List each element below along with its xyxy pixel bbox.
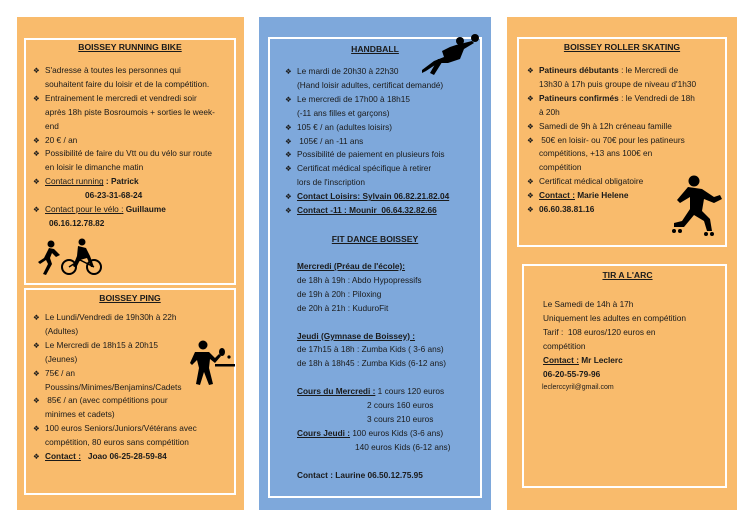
text-line (45, 203, 215, 217)
list-item (33, 92, 215, 134)
bullet-icon: ❖ (285, 122, 292, 132)
bullet-icon: ❖ (527, 205, 534, 215)
list-item (285, 135, 449, 149)
text-segment: Contact Loisirs: Sylvain 06.82.21.82.04 (297, 191, 450, 202)
bullet-icon: ❖ (527, 191, 534, 201)
bullet-icon: ❖ (33, 93, 40, 103)
text-segment: 06-23-31-68-24 (85, 190, 143, 201)
bullet-icon: ❖ (285, 136, 292, 146)
text-segment: : Patrick (103, 176, 139, 187)
running-bike-list (33, 64, 215, 231)
list-item (33, 311, 197, 339)
text-segment: : le Vendredi de 18h (618, 92, 695, 103)
handball-list (285, 65, 449, 218)
text-line: Poussins/Minimes/Benjamins/Cadets (45, 381, 182, 392)
list-item (33, 64, 215, 92)
bullet-icon: ❖ (285, 192, 292, 202)
text-line: de 18h à 18h45 : Zumba Kids (6-12 ans) (297, 358, 446, 369)
bullet-icon: ❖ (285, 94, 292, 104)
text-line (297, 469, 450, 483)
bullet-icon: ❖ (527, 121, 534, 131)
text-segment: : le Mercredi de (618, 65, 679, 75)
text-line: Certificat médical spécifique à retirer (297, 163, 432, 174)
text-line: compétition (543, 340, 586, 351)
list-item (297, 385, 450, 468)
text-line: Le Lundi/Vendredi de 19h30h à 22h (45, 312, 177, 322)
text-line (539, 64, 696, 78)
text-line: end (45, 120, 59, 131)
text-line (543, 368, 686, 382)
text-line: Le mardi de 20h30 à 22h30 (297, 66, 399, 76)
text-segment: : (121, 204, 124, 215)
list-item (543, 298, 686, 381)
text-line (297, 204, 449, 218)
text-segment: Mr Leclerc (578, 354, 623, 365)
ping-title: BOISSEY PING (99, 293, 161, 303)
text-line: leclerccyril@gmail.com (542, 384, 614, 392)
text-line: Possibilité de faire du Vtt ou du vélo sur route (45, 148, 212, 159)
text-line (539, 92, 696, 106)
bullet-icon: ❖ (285, 206, 292, 216)
list-item (33, 147, 215, 175)
text-line: Le Samedi de 14h à 17h (543, 299, 634, 309)
text-line: Le mercredi de 17h00 à 18h15 (297, 93, 411, 104)
text-line (297, 190, 449, 204)
list-item (527, 134, 696, 176)
text-line: (-11 ans filles et garçons) (297, 107, 390, 118)
bullet-icon: ❖ (33, 177, 40, 187)
bullet-icon: ❖ (527, 177, 534, 187)
bullet-icon: ❖ (33, 396, 40, 406)
text-line: de 20h à 21h : KuduroFit (297, 302, 389, 313)
text-line: 50€ en loisir- ou 70€ pour les patineurs (539, 134, 685, 145)
text-segment: Cours Jeudi : (297, 427, 351, 438)
text-line: de 17h15 à 18h : Zumba Kids ( 3-6 ans) (297, 344, 444, 355)
text-line: souhaitent faire du loisir et de la compétition. (45, 78, 210, 89)
text-segment: 100 euros Kids (3-6 ans) (350, 427, 444, 438)
text-line: 85€ / an (avec compétitions pour (45, 395, 168, 406)
text-segment: Contact : (543, 354, 579, 365)
text-segment: 06-20-55-79-96 (543, 368, 601, 379)
bullet-icon: ❖ (285, 67, 292, 76)
text-line (297, 371, 450, 385)
text-segment: Joao 06-25-28-59-84 (80, 451, 167, 462)
text-line: 75€ / an (45, 367, 75, 378)
text-line (45, 189, 215, 203)
text-line (297, 385, 450, 399)
handball-title: HANDBALL (351, 44, 399, 54)
list-item (297, 330, 450, 386)
text-segment: Contact : Laurine 06.50.12.75.95 (297, 469, 423, 480)
text-line (297, 427, 450, 441)
bullet-icon: ❖ (33, 452, 40, 462)
list-item (33, 175, 215, 203)
text-line (45, 450, 197, 464)
roller-skater-icon (670, 175, 724, 237)
bullet-icon: ❖ (33, 313, 40, 322)
text-segment: Patineurs débutants (539, 65, 619, 75)
list-item (297, 260, 450, 330)
bullet-icon: ❖ (33, 66, 40, 75)
list-item (285, 204, 449, 218)
text-line: de 19h à 20h : Piloxing (297, 288, 382, 299)
text-line (297, 330, 450, 344)
list-item (33, 203, 215, 231)
list-item (542, 381, 686, 395)
text-line: 100 euros Seniors/Juniors/Vétérans avec (45, 423, 197, 434)
text-line: 20 € / an (45, 134, 78, 145)
list-item (33, 134, 215, 148)
bullet-icon: ❖ (527, 66, 534, 75)
text-segment: Patineurs confirmés (539, 92, 619, 103)
text-line (45, 217, 215, 231)
text-segment: Jeudi (Gymnase de Boissey) : (297, 330, 416, 341)
archery-title: TIR A L'ARC (602, 270, 653, 280)
text-line: (Jeunes) (45, 353, 78, 364)
bullet-icon: ❖ (33, 368, 40, 378)
bullet-icon: ❖ (527, 135, 534, 145)
list-item (297, 469, 450, 483)
text-line: compétitions, +13 ans 100€ en (539, 148, 653, 159)
text-line: minimes et cadets) (45, 409, 115, 420)
text-line: 105€ / an -11 ans (297, 135, 364, 146)
text-segment: Contact : (45, 451, 81, 462)
text-segment: Mercredi (Préau de l'école): (297, 261, 406, 271)
text-line (297, 260, 450, 274)
list-item (527, 120, 696, 134)
text-segment: 1 cours 120 euros (375, 386, 445, 397)
text-segment: 06.16.12.78.82 (49, 217, 105, 228)
text-segment: Contact running (45, 176, 104, 187)
list-item (33, 339, 197, 367)
list-item (285, 148, 449, 162)
text-line: Certificat médical obligatoire (539, 176, 644, 187)
text-line: 2 cours 160 euros (367, 400, 434, 411)
text-line: à 20h (539, 106, 560, 117)
text-segment: Marie Helene (574, 190, 629, 201)
text-line: Tarif : 108 euros/120 euros en (543, 326, 656, 337)
text-line: compétition (539, 162, 582, 173)
text-line: (Hand loisir adultes, certificat demandé) (297, 79, 444, 90)
text-line: Entrainement le mercredi et vendredi soir (45, 92, 197, 103)
text-line (297, 316, 450, 330)
text-line: après 18h piste Bosroumois + sorties le week- (45, 106, 215, 117)
roller-skating-title: BOISSEY ROLLER SKATING (563, 42, 681, 52)
list-item (33, 450, 197, 464)
text-line (45, 175, 215, 189)
text-line: en loisir le dimanche matin (45, 162, 144, 173)
bullet-icon: ❖ (33, 149, 40, 159)
list-item (527, 92, 696, 120)
text-line: Possibilité de paiement en plusieurs fois (297, 149, 445, 160)
bullet-icon: ❖ (33, 340, 40, 350)
text-line: 3 cours 210 euros (367, 413, 434, 424)
text-line: (Adultes) (45, 325, 79, 336)
text-segment: 06.60.38.81.16 (539, 204, 595, 215)
text-segment: Cours du Mercredi : (297, 386, 376, 397)
list-item (285, 162, 449, 190)
fit-dance-title: FIT DANCE BOISSEY (331, 234, 419, 244)
text-line (297, 455, 450, 469)
text-segment: Contact : (539, 190, 575, 201)
bullet-icon: ❖ (33, 135, 40, 145)
ping-pong-player-icon (189, 340, 235, 386)
cyclist-icon (60, 238, 104, 276)
text-segment: Contact -11 : Mounir 06.64.32.82.66 (297, 205, 437, 216)
handball-player-icon (420, 33, 482, 77)
running-bike-title: BOISSEY RUNNING BIKE (78, 42, 182, 52)
text-line: compétition, 80 euros sans compétition (45, 437, 189, 448)
ping-list (33, 311, 197, 464)
text-line: 13h30 à 17h puis groupe de niveau d'1h30 (539, 78, 697, 89)
text-line: 105 € / an (adultes loisirs) (297, 121, 393, 132)
text-segment: Guillaume (123, 204, 166, 215)
bullet-icon: ❖ (285, 164, 292, 174)
list-item (33, 394, 197, 422)
text-line: Uniquement les adultes en compétition (543, 312, 686, 323)
list-item (33, 367, 197, 395)
text-line: 140 euros Kids (6-12 ans) (355, 441, 451, 452)
list-item (527, 64, 696, 92)
bullet-icon: ❖ (527, 93, 534, 103)
list-item (285, 121, 449, 135)
text-line (543, 354, 686, 368)
bullet-icon: ❖ (33, 205, 40, 215)
list-item (33, 422, 197, 450)
list-item (285, 190, 449, 204)
archery-list (543, 298, 686, 395)
text-line: de 18h à 19h : Abdo Hypopressifs (297, 274, 422, 285)
text-line: Le Mercredi de 18h15 à 20h15 (45, 339, 159, 350)
text-line: Samedi de 9h à 12h créneau famille (539, 120, 672, 131)
bullet-icon: ❖ (33, 424, 40, 434)
text-line: lors de l'inscription (297, 177, 365, 188)
bullet-icon: ❖ (285, 150, 292, 160)
list-item (285, 93, 449, 121)
fit-dance-list (297, 260, 450, 482)
text-line: S'adresse à toutes les personnes qui (45, 65, 181, 75)
text-segment: Contact pour le vélo (45, 204, 122, 215)
runner-icon (34, 240, 62, 276)
